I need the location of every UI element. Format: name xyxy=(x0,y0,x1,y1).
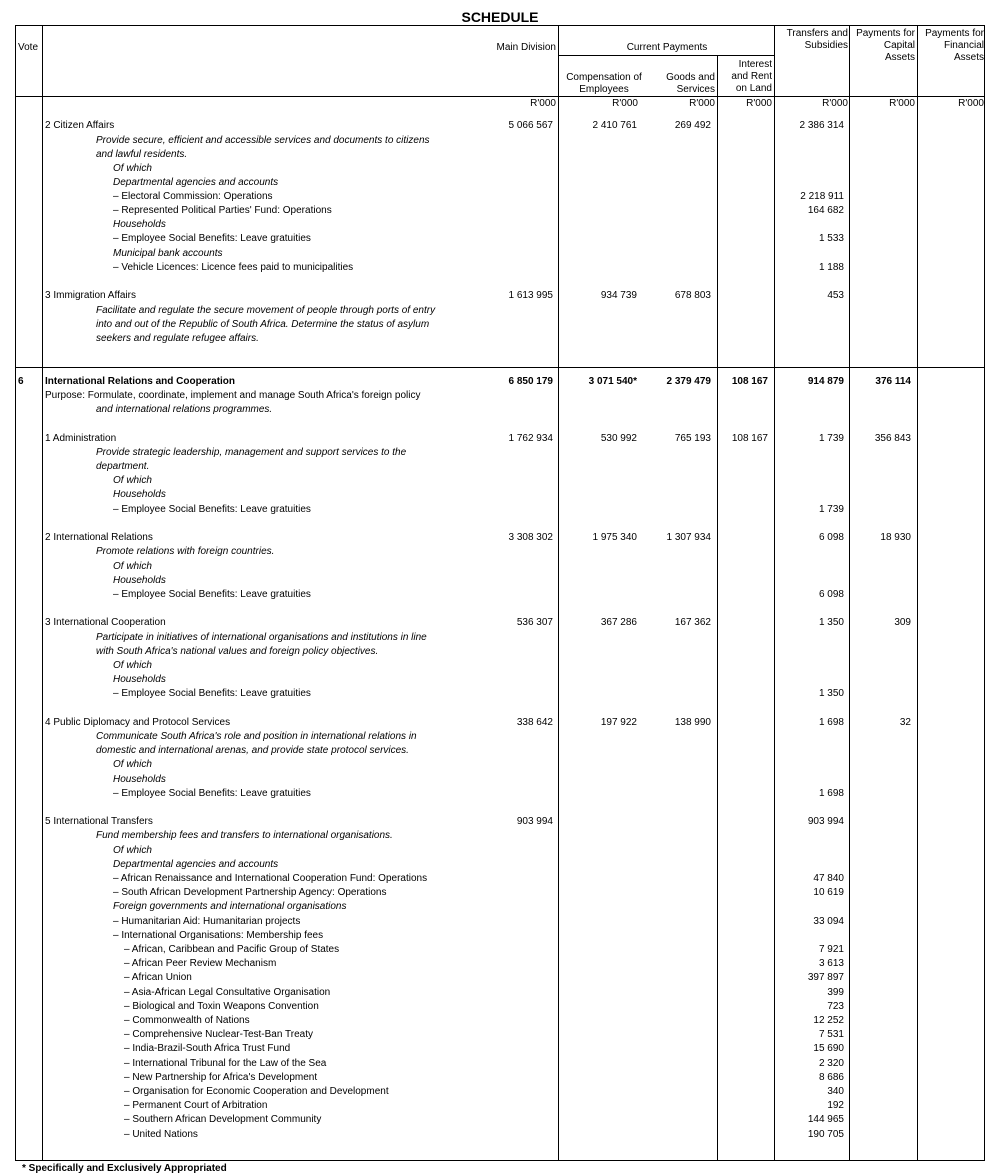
table-row xyxy=(16,858,984,872)
row-description: Departmental agencies and accounts xyxy=(113,859,279,870)
goods-services-value: 269 492 xyxy=(674,120,711,131)
table-row xyxy=(16,929,984,943)
table-row xyxy=(16,488,984,502)
table-row xyxy=(16,588,984,602)
row-description: – Southern African Development Community xyxy=(124,1114,322,1125)
transfers-value: 397 897 xyxy=(807,972,844,983)
transfers-value: 1 698 xyxy=(818,788,844,799)
table-row xyxy=(16,1042,984,1056)
table-row xyxy=(16,659,984,673)
transfers-value: 192 xyxy=(827,1100,844,1111)
transfers-value: 144 965 xyxy=(807,1114,844,1125)
table-row xyxy=(16,304,984,318)
table-row xyxy=(16,744,984,758)
main-division-value: 3 308 302 xyxy=(508,532,553,543)
row-description: Purpose: Formulate, coordinate, implement and manage South Africa's foreign policy xyxy=(45,390,421,401)
table-row xyxy=(16,318,984,332)
row-description: 4 Public Diplomacy and Protocol Services xyxy=(45,717,231,728)
row-description: 5 International Transfers xyxy=(45,816,153,827)
table-row xyxy=(16,616,984,630)
transfers-value: 15 690 xyxy=(813,1043,844,1054)
table-row xyxy=(16,1057,984,1071)
transfers-value: 47 840 xyxy=(813,873,844,884)
row-description: – India-Brazil-South Africa Trust Fund xyxy=(124,1043,291,1054)
row-description: – New Partnership for Africa's Development xyxy=(124,1072,318,1083)
row-description: Households xyxy=(113,575,166,586)
row-description: – United Nations xyxy=(124,1129,198,1140)
row-description: – Employee Social Benefits: Leave gratuities xyxy=(113,688,311,699)
header-compensation: Compensation of Employees xyxy=(566,72,642,95)
transfers-value: 2 386 314 xyxy=(799,120,844,131)
compensation-value: 530 992 xyxy=(600,433,637,444)
transfers-value: 2 218 911 xyxy=(800,191,844,202)
table-row xyxy=(16,148,984,162)
compensation-value: 3 071 540* xyxy=(588,376,637,387)
row-description: – International Organisations: Membership fees xyxy=(113,930,324,941)
table-row xyxy=(16,545,984,559)
interest-value: 108 167 xyxy=(731,376,768,387)
main-division-value: 6 850 179 xyxy=(508,376,553,387)
table-row xyxy=(16,1000,984,1014)
row-description: – South African Development Partnership Agency: Operations xyxy=(113,887,387,898)
row-description: – Humanitarian Aid: Humanitarian projects xyxy=(113,916,301,927)
transfers-value: 7 531 xyxy=(818,1029,844,1040)
unit-interest: R'000 xyxy=(746,98,772,109)
capital-value: 32 xyxy=(899,717,911,728)
table-row xyxy=(16,1014,984,1028)
header-financial: Payments for Financial Assets xyxy=(925,28,984,63)
table-row xyxy=(16,787,984,801)
row-description: with South Africa's national values and foreign policy objectives. xyxy=(96,646,379,657)
goods-services-value: 678 803 xyxy=(674,290,711,301)
row-description: – Commonwealth of Nations xyxy=(124,1015,250,1026)
table-row xyxy=(16,971,984,985)
unit-capital: R'000 xyxy=(889,98,915,109)
compensation-value: 934 739 xyxy=(600,290,637,301)
table-row xyxy=(16,886,984,900)
transfers-value: 1 739 xyxy=(818,504,844,515)
row-description: – Asia-African Legal Consultative Organisation xyxy=(124,987,331,998)
main-division-value: 903 994 xyxy=(516,816,553,827)
row-description: – Employee Social Benefits: Leave gratuities xyxy=(113,788,311,799)
transfers-value: 1 188 xyxy=(818,262,844,273)
table-row xyxy=(16,900,984,914)
compensation-value: 367 286 xyxy=(600,617,637,628)
table-row xyxy=(16,1099,984,1113)
row-description: department. xyxy=(96,461,150,472)
row-description: Participate in initiatives of international organisations and institutions in line xyxy=(96,632,427,643)
transfers-value: 914 879 xyxy=(807,376,844,387)
table-row xyxy=(16,829,984,843)
unit-goods: R'000 xyxy=(689,98,715,109)
main-division-value: 1 613 995 xyxy=(508,290,553,301)
transfers-value: 164 682 xyxy=(807,205,844,216)
transfers-value: 7 921 xyxy=(818,944,844,955)
table-row xyxy=(16,560,984,574)
header-capital: Payments for Capital Assets xyxy=(856,28,915,63)
transfers-value: 453 xyxy=(827,290,844,301)
table-row xyxy=(16,134,984,148)
compensation-value: 1 975 340 xyxy=(592,532,637,543)
row-description: Municipal bank accounts xyxy=(113,248,223,259)
row-description: International Relations and Cooperation xyxy=(45,376,236,387)
current-payments-rule xyxy=(558,55,774,56)
row-description: domestic and international arenas, and provide state protocol services. xyxy=(96,745,409,756)
table-row xyxy=(16,986,984,1000)
row-description: Households xyxy=(113,219,166,230)
row-description: Households xyxy=(113,674,166,685)
table-row xyxy=(16,446,984,460)
interest-value: 108 167 xyxy=(731,433,768,444)
row-description: and lawful residents. xyxy=(96,149,188,160)
row-description: – Biological and Toxin Weapons Convention xyxy=(124,1001,319,1012)
table-row xyxy=(16,1028,984,1042)
compensation-value: 2 410 761 xyxy=(592,120,637,131)
row-description: Fund membership fees and transfers to international organisations. xyxy=(96,830,393,841)
unit-transfers: R'000 xyxy=(822,98,848,109)
table-row xyxy=(16,247,984,261)
transfers-value: 1 739 xyxy=(818,433,844,444)
capital-value: 376 114 xyxy=(875,376,911,387)
row-description: Of which xyxy=(113,845,152,856)
table-row xyxy=(16,687,984,701)
row-description: – Electoral Commission: Operations xyxy=(113,191,273,202)
table-row xyxy=(16,1113,984,1127)
table-row xyxy=(16,1128,984,1142)
table-row xyxy=(16,1071,984,1085)
row-description: – Organisation for Economic Cooperation and Development xyxy=(124,1086,389,1097)
table-row xyxy=(16,190,984,204)
header-transfers: Transfers and Subsidies xyxy=(786,28,848,51)
capital-value: 18 930 xyxy=(880,532,911,543)
row-description: Of which xyxy=(113,163,152,174)
table-row xyxy=(16,460,984,474)
row-description: 2 International Relations xyxy=(45,532,153,543)
row-description: 1 Administration xyxy=(45,433,117,444)
transfers-value: 1 533 xyxy=(818,233,844,244)
goods-services-value: 765 193 xyxy=(674,433,711,444)
header-current-payments: Current Payments xyxy=(626,42,708,53)
table-row xyxy=(16,957,984,971)
goods-services-value: 138 990 xyxy=(674,717,711,728)
transfers-value: 1 350 xyxy=(818,617,844,628)
table-row xyxy=(16,204,984,218)
transfers-value: 33 094 xyxy=(813,916,844,927)
table-row xyxy=(16,119,984,133)
transfers-value: 2 320 xyxy=(818,1058,844,1069)
transfers-value: 190 705 xyxy=(807,1129,844,1140)
row-description: – Employee Social Benefits: Leave gratuities xyxy=(113,504,311,515)
table-row xyxy=(16,872,984,886)
row-description: into and out of the Republic of South Africa. Determine the status of asylum xyxy=(96,319,430,330)
table-row xyxy=(16,474,984,488)
section-rule xyxy=(15,367,985,368)
header-goods-services: Goods and Services xyxy=(666,72,715,95)
main-division-value: 1 762 934 xyxy=(508,433,553,444)
row-description: Promote relations with foreign countries. xyxy=(96,546,275,557)
row-description: Of which xyxy=(113,561,152,572)
header-rule xyxy=(15,96,985,97)
row-description: Communicate South Africa's role and position in international relations in xyxy=(96,731,417,742)
header-main-division: Main Division xyxy=(496,42,556,53)
transfers-value: 723 xyxy=(827,1001,844,1012)
row-description: – Represented Political Parties' Fund: Operations xyxy=(113,205,332,216)
transfers-value: 12 252 xyxy=(813,1015,844,1026)
page-title: SCHEDULE xyxy=(461,9,539,25)
table-row xyxy=(16,645,984,659)
row-description: Facilitate and regulate the secure movement of people through ports of entry xyxy=(96,305,436,316)
table-row xyxy=(16,503,984,517)
table-row xyxy=(16,375,984,389)
row-description: – African Union xyxy=(124,972,192,983)
transfers-value: 3 613 xyxy=(818,958,844,969)
main-division-value: 5 066 567 xyxy=(508,120,553,131)
table-row xyxy=(16,432,984,446)
row-description: 3 Immigration Affairs xyxy=(45,290,136,301)
table-row xyxy=(16,758,984,772)
unit-main: R'000 xyxy=(530,98,556,109)
unit-financial: R'000 xyxy=(958,98,984,109)
table-row xyxy=(16,716,984,730)
table-row xyxy=(16,943,984,957)
row-description: seekers and regulate refugee affairs. xyxy=(96,333,259,344)
table-row xyxy=(16,773,984,787)
transfers-value: 1 350 xyxy=(818,688,844,699)
footnote: * Specifically and Exclusively Appropriated xyxy=(22,1163,227,1174)
row-description: – Comprehensive Nuclear-Test-Ban Treaty xyxy=(124,1029,313,1040)
row-description: – African Peer Review Mechanism xyxy=(124,958,277,969)
table-row xyxy=(16,531,984,545)
transfers-value: 6 098 xyxy=(818,589,844,600)
transfers-value: 1 698 xyxy=(818,717,844,728)
row-description: Departmental agencies and accounts xyxy=(113,177,279,188)
table-row xyxy=(16,631,984,645)
table-row xyxy=(16,844,984,858)
transfers-value: 903 994 xyxy=(807,816,844,827)
goods-services-value: 1 307 934 xyxy=(666,532,711,543)
goods-services-value: 167 362 xyxy=(674,617,711,628)
goods-services-value: 2 379 479 xyxy=(666,376,711,387)
main-division-value: 338 642 xyxy=(516,717,553,728)
row-description: – International Tribunal for the Law of the Sea xyxy=(124,1058,327,1069)
table-row xyxy=(16,176,984,190)
table-row xyxy=(16,261,984,275)
header-interest: Interest and Rent on Land xyxy=(731,59,772,94)
row-description: – African Renaissance and International Cooperation Fund: Operations xyxy=(113,873,428,884)
main-division-value: 536 307 xyxy=(516,617,553,628)
row-description: Provide strategic leadership, management and support services to the xyxy=(96,447,407,458)
transfers-value: 340 xyxy=(827,1086,844,1097)
table-row xyxy=(16,403,984,417)
header-vote: Vote xyxy=(18,42,39,53)
table-row xyxy=(16,673,984,687)
transfers-value: 6 098 xyxy=(818,532,844,543)
transfers-value: 399 xyxy=(827,987,844,998)
table-row xyxy=(16,332,984,346)
row-description: – Permanent Court of Arbitration xyxy=(124,1100,268,1111)
row-description: 3 International Cooperation xyxy=(45,617,166,628)
row-description: Of which xyxy=(113,660,152,671)
table-row xyxy=(16,730,984,744)
row-description: Of which xyxy=(113,759,152,770)
row-description: – African, Caribbean and Pacific Group of States xyxy=(124,944,340,955)
row-description: Households xyxy=(113,489,166,500)
unit-compensation: R'000 xyxy=(612,98,638,109)
table-row xyxy=(16,815,984,829)
compensation-value: 197 922 xyxy=(600,717,637,728)
row-description: and international relations programmes. xyxy=(96,404,273,415)
table-row xyxy=(16,218,984,232)
transfers-value: 10 619 xyxy=(813,887,844,898)
transfers-value: 8 686 xyxy=(818,1072,844,1083)
table-row xyxy=(16,232,984,246)
capital-value: 356 843 xyxy=(874,433,911,444)
row-description: Provide secure, efficient and accessible services and documents to citizens xyxy=(96,135,430,146)
table-row xyxy=(16,389,984,403)
table-row xyxy=(16,289,984,303)
row-description: Households xyxy=(113,774,166,785)
row-description: Foreign governments and international organisations xyxy=(113,901,347,912)
table-row xyxy=(16,162,984,176)
row-description: 2 Citizen Affairs xyxy=(45,120,115,131)
row-description: Of which xyxy=(113,475,152,486)
table-row xyxy=(16,1085,984,1099)
row-description: – Employee Social Benefits: Leave gratuities xyxy=(113,233,311,244)
row-description: – Employee Social Benefits: Leave gratuities xyxy=(113,589,311,600)
vote-number: 6 xyxy=(18,376,24,387)
row-description: – Vehicle Licences: Licence fees paid to municipalities xyxy=(113,262,354,273)
capital-value: 309 xyxy=(894,617,911,628)
table-row xyxy=(16,574,984,588)
table-row xyxy=(16,915,984,929)
